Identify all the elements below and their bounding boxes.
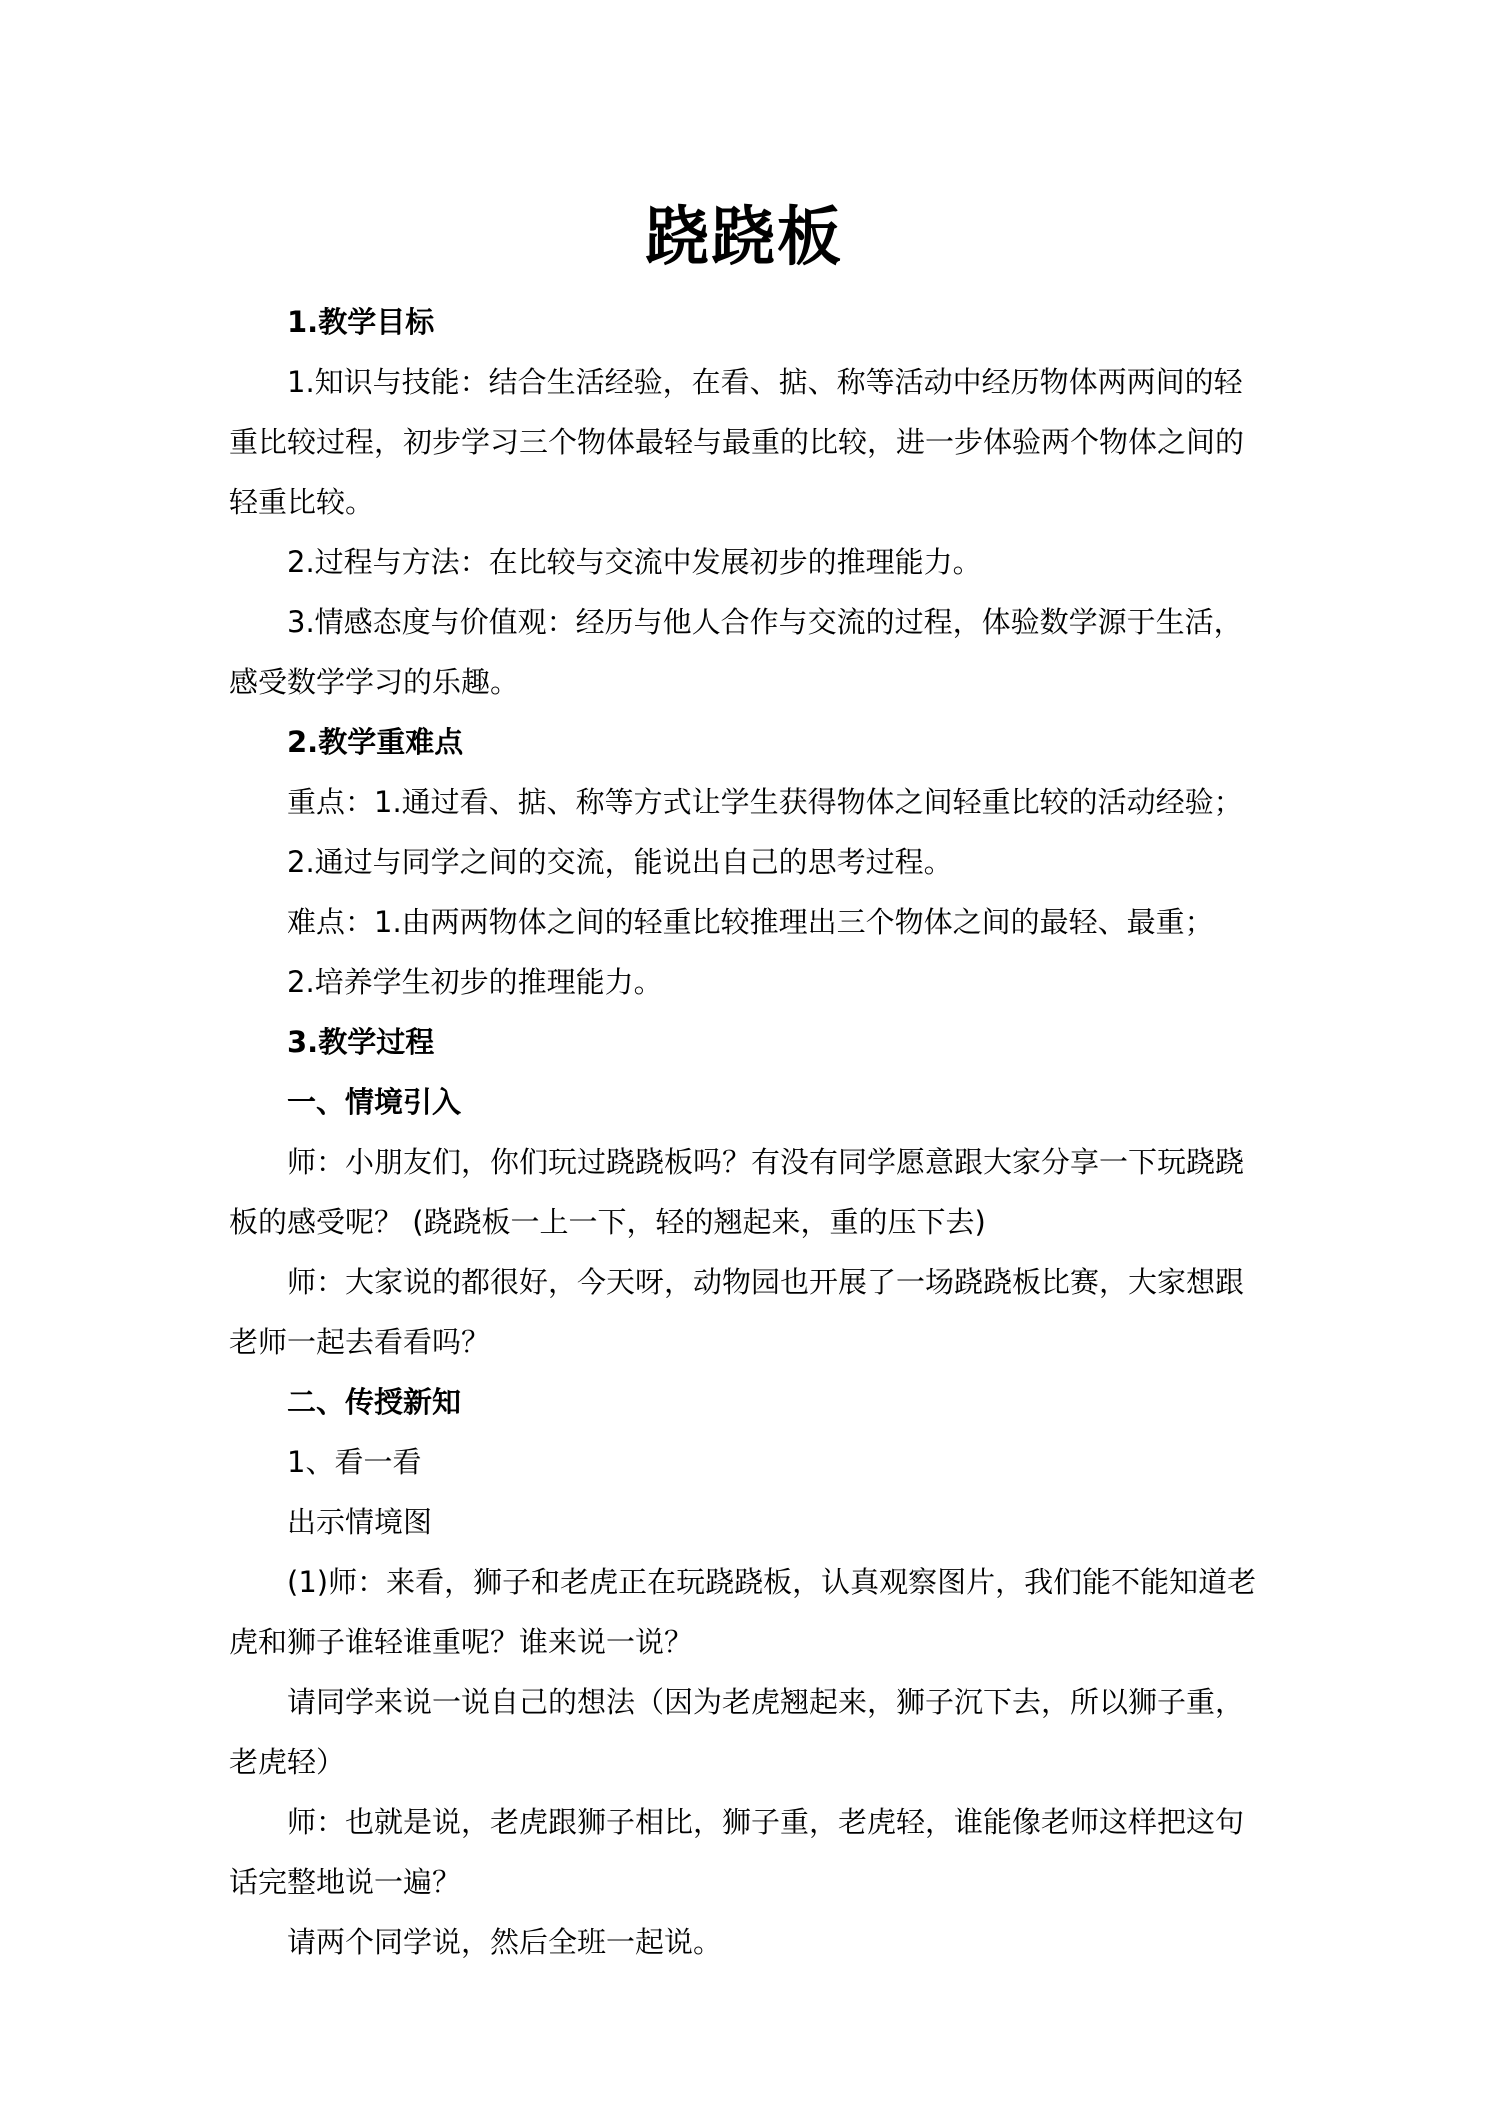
section-heading: 一、情境引入 (287, 1085, 462, 1119)
paragraph: 师：小朋友们，你们玩过跷跷板吗？有没有同学愿意跟大家分享一下玩跷跷板的感受呢？ (跷跷板一上一下，轻的翘起来，重的压下去) (229, 1145, 1245, 1239)
document-body (229, 292, 1269, 1972)
paragraph: 请两个同学说，然后全班一起说。 (287, 1925, 723, 1959)
paragraph: 重点：1.通过看、掂、称等方式让学生获得物体之间轻重比较的活动经验； (287, 785, 1243, 819)
paragraph: 1.知识与技能：结合生活经验，在看、掂、称等活动中经历物体两两间的轻重比较过程，初步学习三个物体最轻与最重的比较，进一步体验两个物体之间的轻重比较。 (229, 365, 1245, 519)
paragraph: 师：也就是说，老虎跟狮子相比，狮子重，老虎轻，谁能像老师这样把这句话完整地说一遍？ (229, 1805, 1245, 1899)
paragraph: 2.培养学生初步的推理能力。 (287, 965, 663, 999)
paragraph: (1)师：来看，狮子和老虎正在玩跷跷板，认真观察图片，我们能不能知道老虎和狮子谁轻谁重呢？谁来说一说？ (229, 1565, 1257, 1659)
paragraph: 1、看一看 (287, 1445, 422, 1479)
paragraph: 请同学来说一说自己的想法（因为老虎翘起来，狮子沉下去，所以狮子重，老虎轻） (229, 1685, 1245, 1779)
paragraph: 2.过程与方法：在比较与交流中发展初步的推理能力。 (287, 545, 982, 579)
paragraph: 3.情感态度与价值观：经历与他人合作与交流的过程，体验数学源于生活，感受数学学习的乐趣。 (229, 605, 1243, 699)
paragraph: 难点：1.由两两物体之间的轻重比较推理出三个物体之间的最轻、最重； (287, 905, 1214, 939)
section-heading: 2.教学重难点 (287, 725, 464, 759)
page-title: 跷跷板 (645, 201, 843, 275)
paragraph: 出示情境图 (287, 1505, 433, 1539)
section-heading: 二、传授新知 (287, 1385, 462, 1419)
paragraph: 2.通过与同学之间的交流，能说出自己的思考过程。 (287, 845, 953, 879)
paragraph: 师：大家说的都很好，今天呀，动物园也开展了一场跷跷板比赛，大家想跟老师一起去看看吗？ (229, 1265, 1245, 1359)
section-heading: 1.教学目标 (287, 305, 435, 339)
section-heading: 3.教学过程 (287, 1025, 435, 1059)
